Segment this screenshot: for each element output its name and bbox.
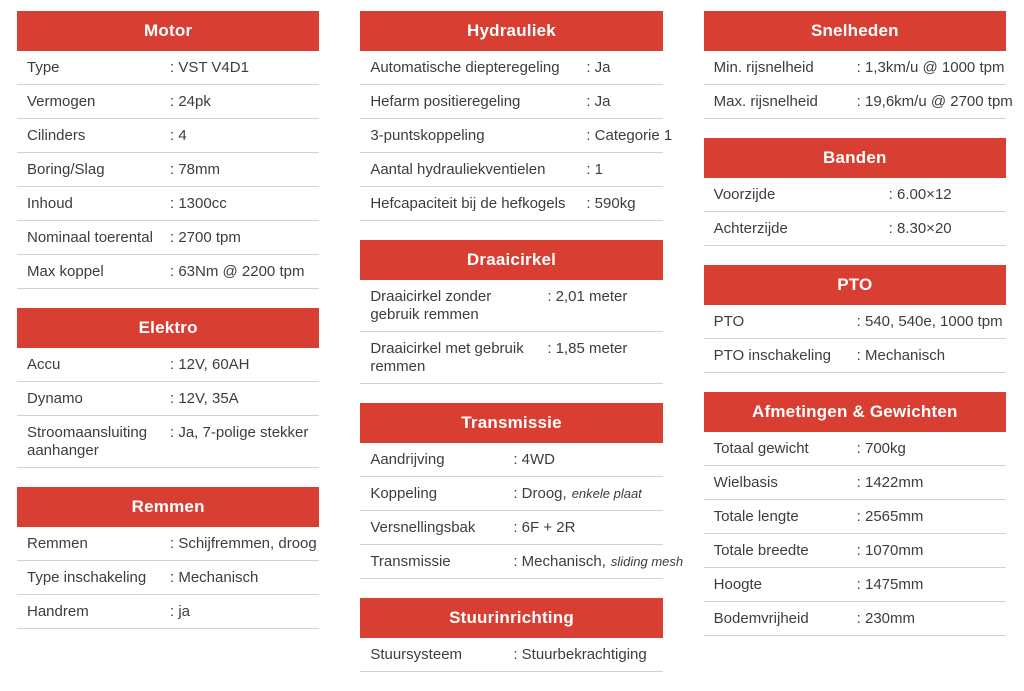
spec-row	[17, 153, 319, 187]
spec-label: Boring/Slag	[27, 161, 105, 178]
spec-value: : 4	[170, 127, 187, 144]
elektro-table-title: Elektro	[138, 318, 198, 337]
transmissie-table	[360, 403, 684, 579]
spec-value: : Mechanisch	[856, 347, 946, 364]
spec-label: Hefarm positieregeling	[370, 93, 521, 110]
spec-value: : 1475mm	[856, 576, 924, 593]
spec-row	[704, 212, 1006, 246]
spec-label: Stuursysteem	[370, 646, 463, 663]
spec-label: Hoogte	[713, 576, 763, 593]
spec-label: Draaicirkel zonder gebruik remmen	[370, 288, 492, 323]
spec-row	[360, 187, 662, 221]
spec-label: Koppeling	[370, 485, 438, 502]
spec-value: : Schijfremmen, droog	[170, 535, 317, 552]
afmetingen-gewichten-table-header	[704, 392, 1006, 432]
spec-value: : 700kg	[856, 440, 906, 457]
spec-row	[360, 443, 662, 477]
spec-label: Versnellingsbak	[370, 519, 476, 536]
spec-row	[360, 545, 684, 579]
spec-row	[360, 477, 662, 511]
spec-row	[17, 595, 319, 629]
snelheden-table-header	[704, 11, 1006, 51]
spec-value: : 4WD	[513, 451, 555, 468]
spec-row	[704, 500, 1006, 534]
spec-label: Remmen	[27, 535, 88, 552]
spec-value: : 1300cc	[170, 195, 227, 212]
spec-value: : 1422mm	[856, 474, 924, 491]
spec-label: Aandrijving	[370, 451, 445, 468]
spec-row	[704, 568, 1006, 602]
spec-value: : 24pk	[170, 93, 211, 110]
spec-label: Draaicirkel met gebruik remmen	[370, 340, 524, 375]
spec-label: Transmissie	[370, 553, 451, 570]
spec-row	[17, 527, 319, 561]
spec-label: Cilinders	[27, 127, 86, 144]
spec-value: : 19,6km/u @ 2700 tpm	[856, 93, 1013, 110]
spec-row	[704, 602, 1006, 636]
spec-value: : Stuurbekrachtiging	[513, 646, 647, 663]
column-2	[360, 11, 684, 691]
banden-table-title: Banden	[823, 148, 887, 167]
remmen-table	[17, 487, 319, 629]
spec-value: : Droog, enkele plaat	[513, 485, 642, 502]
stuurinrichting-table	[360, 598, 662, 672]
spec-row	[704, 305, 1006, 339]
pto-table	[704, 265, 1006, 373]
spec-row	[17, 85, 319, 119]
spec-label: Min. rijsnelheid	[713, 59, 814, 76]
spec-label: Type	[27, 59, 60, 76]
spec-value: : 2700 tpm	[170, 229, 241, 246]
spec-label: Totale breedte	[713, 542, 809, 559]
spec-row	[17, 221, 319, 255]
spec-value: : Categorie 1	[586, 127, 673, 144]
remmen-table-title: Remmen	[131, 497, 205, 516]
spec-label: Inhoud	[27, 195, 73, 212]
transmissie-table-header	[360, 403, 662, 443]
banden-table-header	[704, 138, 1006, 178]
spec-value: : Ja, 7-polige stekker	[170, 424, 309, 441]
spec-value: : 6.00×12	[888, 186, 952, 203]
draaicirkel-table-title: Draaicirkel	[466, 250, 557, 269]
pto-table-title: PTO	[837, 275, 873, 294]
spec-label: Vermogen	[27, 93, 96, 110]
elektro-table-header	[17, 308, 319, 348]
spec-value: : Mechanisch	[170, 569, 259, 586]
spec-row	[704, 534, 1006, 568]
afmetingen-gewichten-table-title: Afmetingen & Gewichten	[752, 402, 958, 421]
column-3	[704, 11, 1013, 691]
spec-label: Accu	[27, 356, 61, 373]
spec-row	[704, 85, 1013, 119]
banden-table	[704, 138, 1006, 246]
spec-label: Voorzijde	[713, 186, 776, 203]
spec-value: : ja	[170, 603, 191, 620]
stuurinrichting-table-title: Stuurinrichting	[449, 608, 574, 627]
spec-label: Hefcapaciteit bij de hefkogels	[370, 195, 566, 212]
spec-row	[17, 187, 319, 221]
spec-row	[17, 382, 319, 416]
spec-value-note: enkele plaat	[571, 486, 642, 501]
spec-label: Type inschakeling	[27, 569, 147, 586]
spec-value-note: sliding mesh	[610, 554, 684, 569]
elektro-table	[17, 308, 319, 468]
hydrauliek-table-header	[360, 11, 662, 51]
column-1	[17, 11, 319, 691]
spec-value: : 590kg	[586, 195, 636, 212]
spec-label: PTO	[713, 313, 745, 330]
snelheden-table	[704, 11, 1013, 119]
spec-row	[17, 119, 319, 153]
spec-label: Aantal hydrauliekventielen	[370, 161, 546, 178]
spec-label: Nominaal toerental	[27, 229, 153, 246]
spec-value: : 63Nm @ 2200 tpm	[170, 263, 305, 280]
spec-row	[360, 332, 662, 384]
spec-value: : 1,3km/u @ 1000 tpm	[856, 59, 1005, 76]
spec-row	[360, 153, 662, 187]
spec-label: Max. rijsnelheid	[713, 93, 818, 110]
spec-label: Handrem	[27, 603, 89, 620]
motor-table-title: Motor	[144, 21, 193, 40]
hydrauliek-table	[360, 11, 673, 221]
spec-row	[360, 51, 662, 85]
spec-label: PTO inschakeling	[713, 347, 831, 364]
spec-label: Max koppel	[27, 263, 104, 280]
spec-row	[360, 119, 673, 153]
afmetingen-gewichten-table	[704, 392, 1006, 636]
spec-value: : Ja	[586, 93, 611, 110]
spec-value: : 12V, 60AH	[170, 356, 250, 373]
pto-table-header	[704, 265, 1006, 305]
spec-row	[17, 51, 319, 85]
spec-value: : Ja	[586, 59, 611, 76]
spec-value: : 2,01 meter	[547, 288, 628, 305]
spec-row	[360, 511, 662, 545]
spec-row	[704, 51, 1006, 85]
spec-row	[360, 280, 662, 332]
draaicirkel-table-header	[360, 240, 662, 280]
spec-label: Dynamo	[27, 390, 83, 407]
spec-value: : 2565mm	[856, 508, 924, 525]
spec-row	[704, 339, 1006, 373]
spec-row	[704, 178, 1006, 212]
spec-label: Stroomaansluiting aanhanger	[27, 424, 148, 459]
spec-value: : 540, 540e, 1000 tpm	[856, 313, 1003, 330]
transmissie-table-title: Transmissie	[461, 413, 562, 432]
spec-row	[704, 432, 1006, 466]
spec-label: Totale lengte	[713, 508, 799, 525]
spec-value: : 12V, 35A	[170, 390, 239, 407]
spec-row	[360, 638, 662, 672]
spec-row	[17, 348, 319, 382]
snelheden-table-title: Snelheden	[810, 21, 899, 40]
spec-label: Totaal gewicht	[713, 440, 809, 457]
spec-value: : 6F + 2R	[513, 519, 576, 536]
spec-value: : 1070mm	[856, 542, 924, 559]
spec-value: : 1	[586, 161, 604, 178]
spec-label: Wielbasis	[713, 474, 778, 491]
spec-value: : Mechanisch, sliding mesh	[513, 553, 684, 570]
hydrauliek-table-title: Hydrauliek	[467, 21, 556, 40]
spec-label: Automatische diepteregeling	[370, 59, 560, 76]
spec-row	[17, 255, 319, 289]
spec-row	[360, 85, 662, 119]
remmen-table-header	[17, 487, 319, 527]
spec-label: Bodemvrijheid	[713, 610, 809, 627]
spec-value: : 78mm	[170, 161, 221, 178]
spec-value: : VST V4D1	[170, 59, 249, 76]
motor-table-header	[17, 11, 319, 51]
spec-value: : 230mm	[856, 610, 916, 627]
spec-row	[704, 466, 1006, 500]
spec-label: Achterzijde	[713, 220, 788, 237]
stuurinrichting-table-header	[360, 598, 662, 638]
motor-table	[17, 11, 319, 289]
spec-value: : 1,85 meter	[547, 340, 628, 357]
spec-value: : 8.30×20	[888, 220, 952, 237]
spec-row	[17, 416, 319, 468]
draaicirkel-table	[360, 240, 662, 384]
spec-label: 3-puntskoppeling	[370, 127, 485, 144]
spec-row	[17, 561, 319, 595]
